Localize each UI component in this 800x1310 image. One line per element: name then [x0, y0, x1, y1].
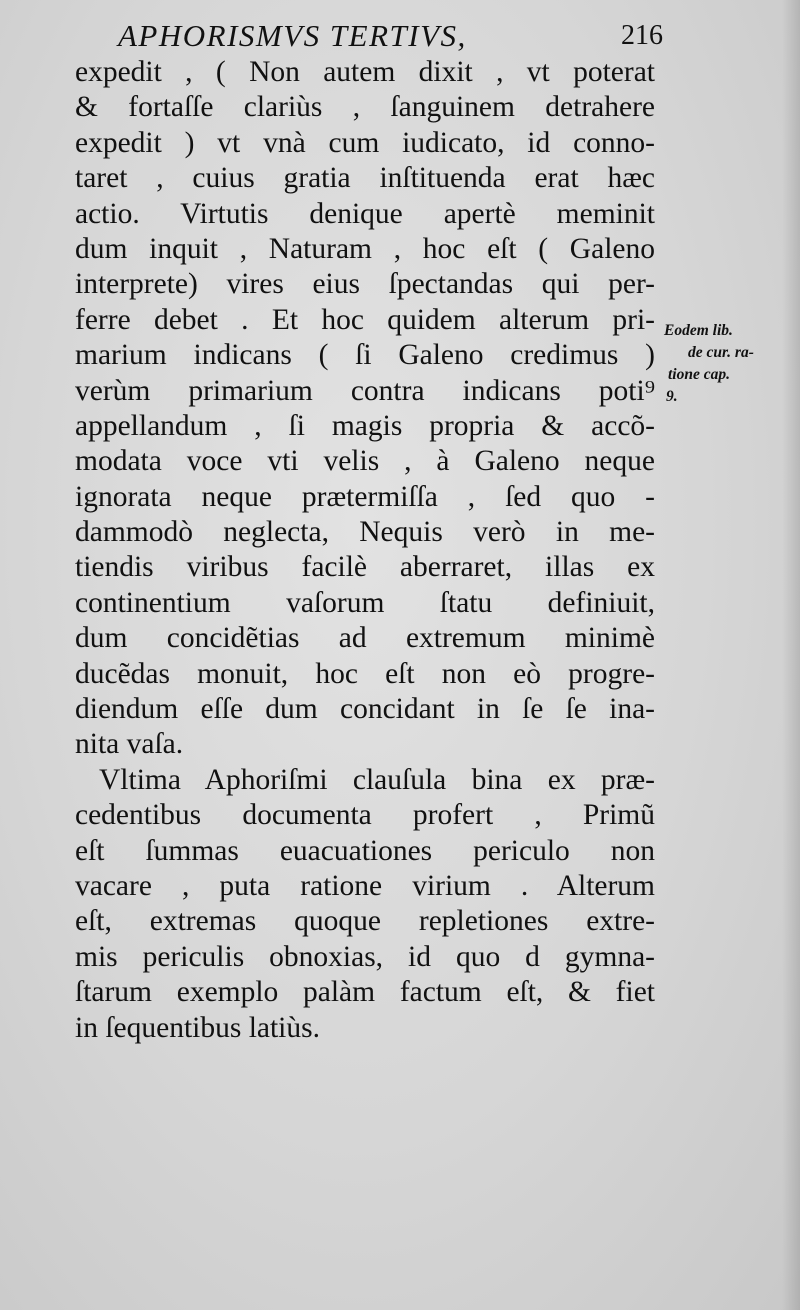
text-line: ferre debet . Et hoc quidem alterum pri- — [75, 303, 655, 336]
text-line: expedit ) vt vnà cum iudicato, id conno- — [75, 126, 655, 159]
text-line: dum inquit , Naturam , hoc eſt ( Galeno — [75, 232, 655, 265]
text-line: ſtarum exemplo palàm factum eſt, & fiet — [75, 976, 655, 1009]
text-line: tiendis viribus facilè aberraret, illas ex — [75, 551, 655, 584]
text-line: vacare , puta ratione virium . Alterum — [75, 869, 655, 902]
text-line: cedentibus documenta profert , Primũ — [75, 799, 655, 832]
text-line: modata voce vti velis , à Galeno neque — [75, 445, 655, 478]
page-edge-shadow — [782, 0, 800, 1310]
text-line: interprete) vires eius ſpectandas qui per- — [75, 268, 655, 301]
text-line: marium indicans ( ſi Galeno credimus ) — [75, 339, 655, 372]
margin-note-line: tione cap. — [668, 366, 730, 383]
text-line: verùm primarium contra indicans poti⁹ — [75, 374, 655, 407]
text-line: & fortaſſe clariùs , ſanguinem detrahere — [75, 91, 655, 124]
paragraph-1 — [75, 55, 655, 763]
margin-note-line: Eodem lib. — [664, 322, 733, 339]
text-line: mis periculis obnoxias, id quo d gymna- — [75, 940, 655, 973]
page-number: 216 — [621, 20, 663, 51]
paragraph-2 — [75, 763, 655, 1046]
page-header — [118, 16, 663, 56]
text-line: eſt ſummas euacuationes periculo non — [75, 834, 655, 867]
text-line: expedit , ( Non autem dixit , vt poterat — [75, 56, 655, 88]
running-head: APHORISMVS TERTIVS, — [118, 18, 467, 53]
text-line: appellandum , ſi magis propria & accõ- — [75, 409, 655, 442]
text-line: actio. Virtutis denique apertè meminit — [75, 197, 655, 230]
margin-note — [664, 320, 794, 408]
margin-note-line: de cur. ra- — [688, 344, 754, 361]
text-line: nita vaſa. — [75, 728, 184, 761]
text-line: dum concidẽtias ad extremum minimè — [75, 622, 655, 655]
body-text — [75, 55, 655, 1046]
margin-note-line: 9. — [666, 388, 678, 405]
text-line: eſt, extremas quoque repletiones extre- — [75, 905, 655, 938]
text-line: in ſequentibus latiùs. — [75, 1011, 320, 1044]
text-line: diendum eſſe dum concidant in ſe ſe ina- — [75, 693, 655, 726]
text-line: taret , cuius gratia inſtituenda erat hæc — [75, 162, 655, 195]
text-line: Vltima Aphoriſmi clauſula bina ex præ- — [99, 763, 655, 796]
text-line: continentium vaſorum ſtatu definiuit, — [75, 586, 655, 619]
text-line: dammodò neglecta, Nequis verò in me- — [75, 516, 655, 549]
text-line: ignorata neque prætermiſſa , ſed quo - — [75, 480, 655, 513]
text-line: ducẽdas monuit, hoc eſt non eò progre- — [75, 657, 655, 690]
